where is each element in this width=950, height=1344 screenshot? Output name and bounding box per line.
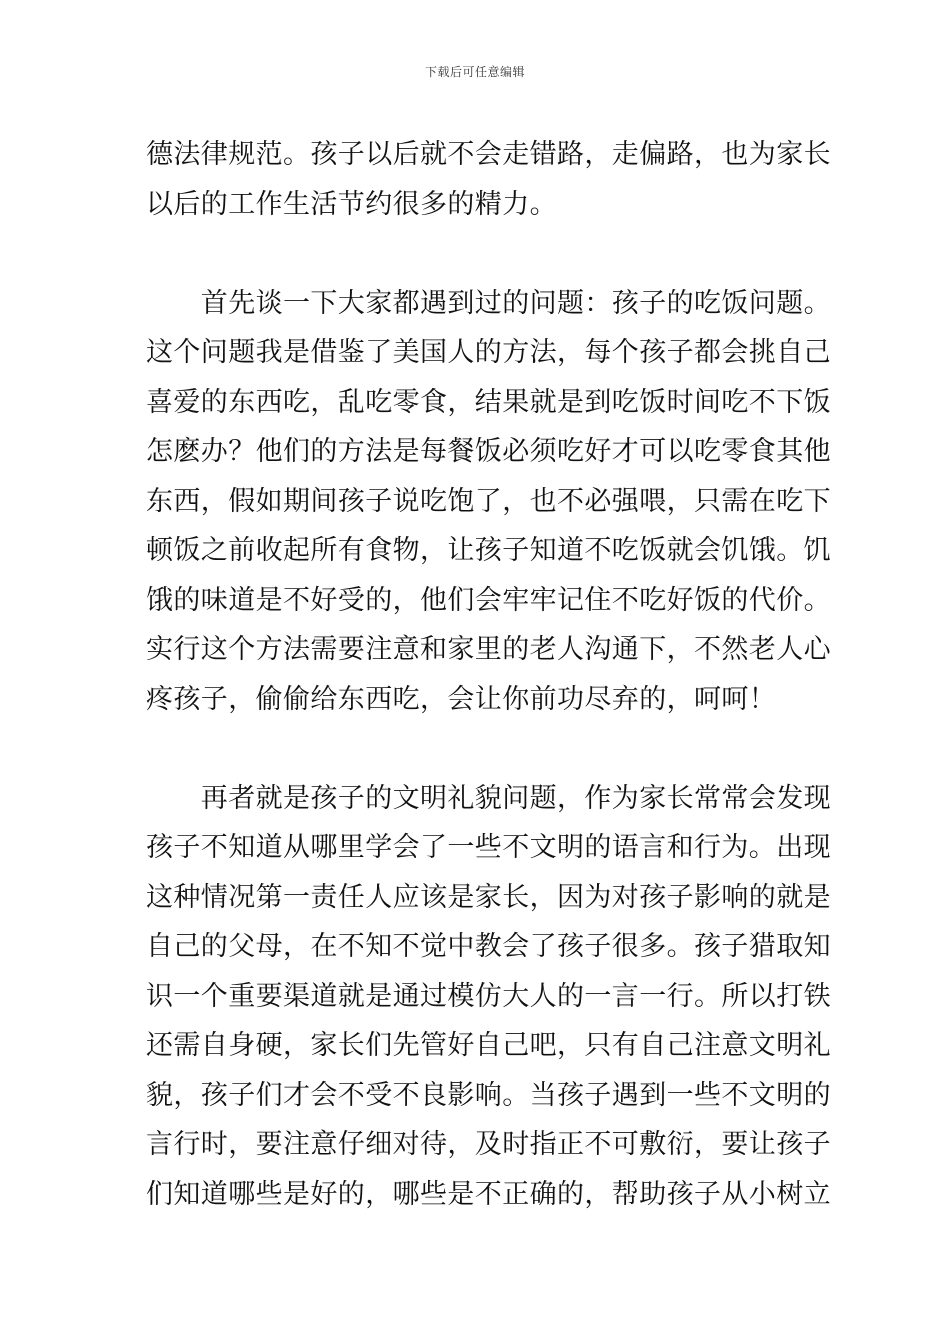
paragraph-spacer (146, 724, 806, 774)
paragraph-1 (146, 130, 831, 229)
text-line: 德法律规范。孩子以后就不会走错路，走偏路，也为家长 (146, 139, 831, 170)
text-line: 饿的味道是不好受的，他们会牢牢记住不吃好饭的代价。 (146, 584, 831, 616)
text-line: 貌，孩子们才会不受不良影响。当孩子遇到一些不文明的 (146, 1079, 831, 1111)
text-line: 顿饭之前收起所有食物，让孩子知道不吃饭就会饥饿。饥 (146, 535, 831, 566)
text-line: 还需自身硬，家长们先管好自己吧，只有自己注意文明礼 (146, 1030, 831, 1061)
page-header: 下载后可任意编辑 (424, 65, 525, 79)
text-line: 实行这个方法需要注意和家里的老人沟通下，不然老人心 (146, 634, 831, 665)
text-line: 疼孩子，偷偷给东西吃，会让你前功尽弃的，呵呵！ (146, 683, 777, 715)
text-line: 首先谈一下大家都遇到过的问题：孩子的吃饭问题。 (146, 287, 831, 319)
text-line: 东西，假如期间孩子说吃饱了，也不必强喂，只需在吃下 (146, 485, 831, 517)
paragraph-3 (146, 774, 831, 1220)
text-line: 以后的工作生活节约很多的精力。 (146, 188, 557, 220)
text-line: 再者就是孩子的文明礼貌问题，作为家长常常会发现 (146, 782, 831, 814)
text-line: 孩子不知道从哪里学会了一些不文明的语言和行为。出现 (146, 832, 831, 863)
text-line: 这个问题我是借鉴了美国人的方法，每个孩子都会挑自己 (146, 337, 831, 368)
text-line: 喜爱的东西吃，乱吃零食，结果就是到吃饭时间吃不下饭 (146, 386, 831, 418)
paragraph-spacer (146, 229, 806, 279)
text-line: 怎麽办？他们的方法是每餐饭必须吃好才可以吃零食其他 (146, 436, 831, 467)
text-line: 这种情况第一责任人应该是家长，因为对孩子影响的就是 (146, 881, 831, 913)
paragraph-2 (146, 279, 831, 725)
text-line: 自己的父母，在不知不觉中教会了孩子很多。孩子猎取知 (146, 931, 831, 962)
text-line: 识一个重要渠道就是通过模仿大人的一言一行。所以打铁 (146, 980, 831, 1012)
text-line: 言行时，要注意仔细对待，及时指正不可敷衍，要让孩子 (146, 1129, 831, 1160)
text-line: 们知道哪些是好的，哪些是不正确的，帮助孩子从小树立 (146, 1178, 831, 1210)
document-body (146, 130, 831, 1219)
